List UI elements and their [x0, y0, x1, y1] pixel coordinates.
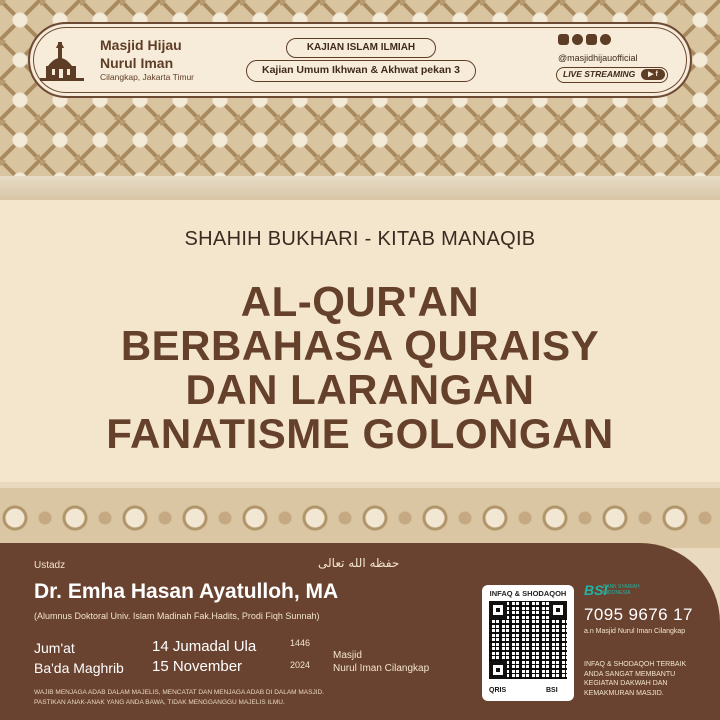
bsi-tagline: BANK SYARIAH INDONESIA [603, 584, 640, 596]
kajian-subtitle-pill: Kajian Umum Ikhwan & Akhwat pekan 3 [246, 60, 476, 82]
venue-line2: Nurul Iman Cilangkap [333, 663, 430, 674]
lecture-title-line2: BERBAHASA QURAISY [120, 322, 600, 369]
qris-code[interactable] [489, 601, 567, 679]
qr-finder-bottom-left [489, 661, 507, 679]
telegram-icon[interactable] [600, 34, 611, 45]
donation-note-line1: INFAQ & SHODAQOH TERBAIK [584, 661, 687, 668]
youtube-icon[interactable] [558, 34, 569, 45]
live-streaming-label: LIVE STREAMING [563, 69, 636, 79]
schedule-day: Jum'at [34, 640, 75, 656]
instagram-icon[interactable] [586, 34, 597, 45]
donation-note-line2: ANDA SANGAT MEMBANTU [584, 670, 676, 678]
mosque-name-line1: Masjid Hijau [100, 37, 182, 53]
mosque-name [100, 36, 240, 72]
rules-line2: PASTIKAN ANAK-ANAK YANG ANDA BAWA, TIDAK MENGGANGGU MAJELIS ILMU. [34, 699, 285, 706]
lecture-title-line3: DAN LARANGAN [185, 366, 535, 413]
ustadz-label: Ustadz [34, 560, 66, 571]
speaker-description: (Alumnus Doktoral Univ. Islam Madinah Fak.Hadits, Prodi Fiqh Sunnah) [34, 611, 320, 621]
donation-note-line3: KEGIATAN DAKWAH DAN [584, 680, 668, 687]
bsi-small-label: BSI [546, 687, 558, 694]
honorific-arabic: حفظه الله تعالى [318, 556, 400, 570]
venue-line1: Masjid [333, 650, 362, 661]
social-handle[interactable]: @masjidhijauofficial [558, 53, 638, 63]
hijri-date: 14 Jumadal Ula [152, 638, 257, 655]
play-facebook-icon: ▶ f [641, 69, 665, 80]
lecture-title-line1: AL-QUR'AN [240, 278, 480, 325]
rules-line1: WAJIB MENJAGA ADAB DALAM MAJELIS, MENCATAT DAN MENJAGA ADAB DI DALAM MASJID. [34, 689, 325, 696]
donation-note [584, 660, 714, 698]
live-streaming-pill[interactable] [556, 67, 668, 83]
mosque-logo-icon [38, 36, 86, 84]
gregorian-year: 2024 [290, 660, 311, 670]
bsi-logo: BSI [584, 582, 608, 598]
account-name: a.n Masjid Nurul Iman Cilangkap [584, 628, 686, 635]
donation-note-line4: KEMAKMURAN MASJID. [584, 689, 664, 697]
mosque-name-line2: Nurul Iman [100, 55, 174, 71]
qr-header: INFAQ & SHODAQOH [489, 589, 567, 598]
lecture-title-line4: FANATISME GOLONGAN [106, 410, 614, 457]
series-title: SHAHIH BUKHARI - KITAB MANAQIB [184, 228, 536, 250]
account-number: 7095 9676 17 [584, 605, 693, 624]
social-icons [558, 34, 611, 46]
lecture-title [0, 280, 720, 456]
qr-finder-top-left [489, 601, 507, 619]
ornament-band [0, 488, 720, 548]
qris-label: QRIS [489, 687, 507, 694]
mosque-location: Cilangkap, Jakarta Timur [100, 72, 195, 82]
gregorian-date: 15 November [152, 658, 243, 675]
hijri-year: 1446 [290, 638, 311, 648]
kajian-title-pill: KAJIAN ISLAM ILMIAH [286, 38, 436, 58]
qr-finder-top-right [549, 601, 567, 619]
facebook-icon[interactable] [572, 34, 583, 45]
schedule-time: Ba'da Maghrib [34, 660, 124, 676]
speaker-name: Dr. Emha Hasan Ayatulloh, MA [34, 580, 339, 603]
